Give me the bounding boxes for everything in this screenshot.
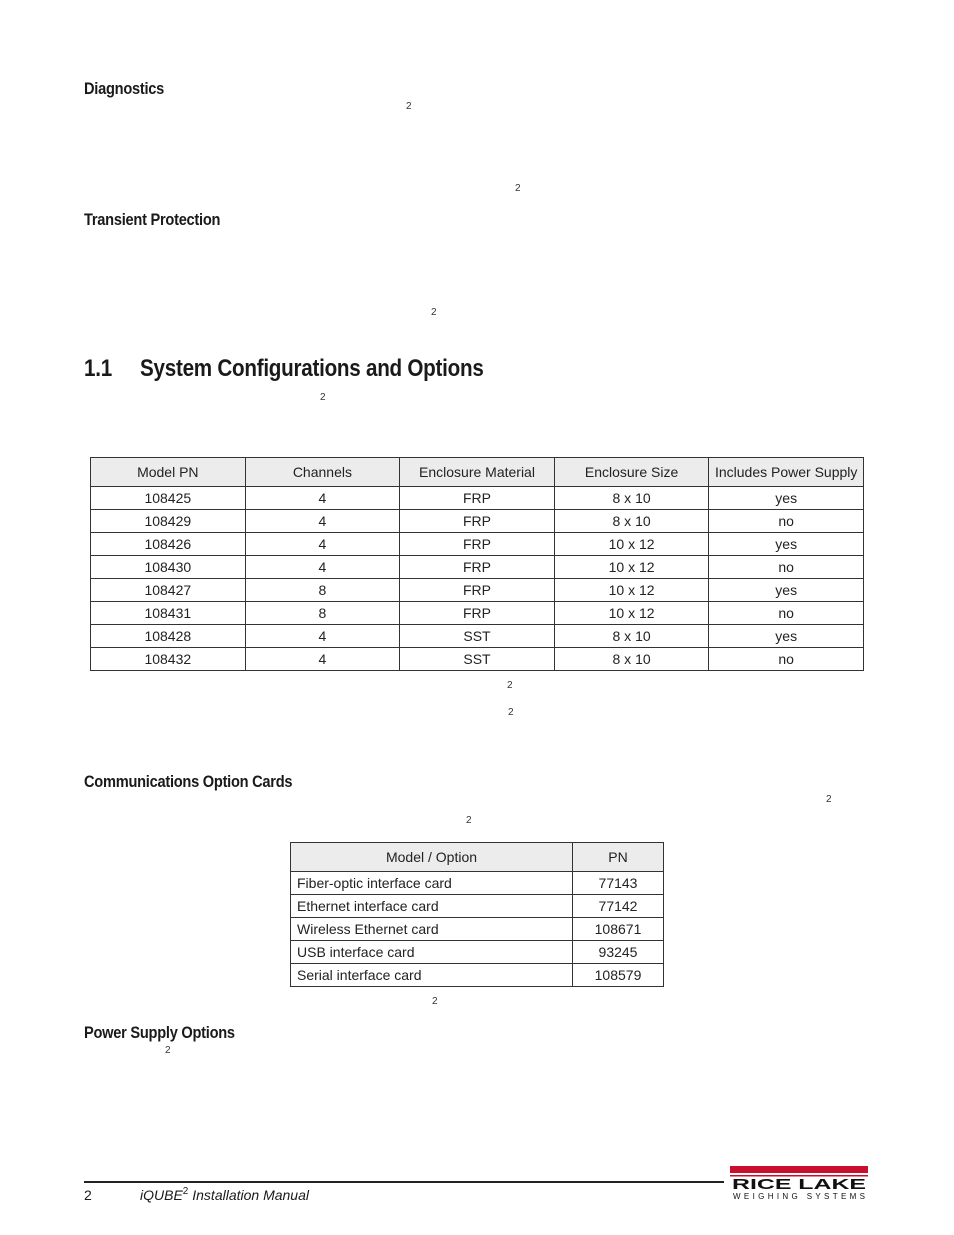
superscript-mark: 2 <box>508 707 514 718</box>
table-cell: yes <box>709 625 864 648</box>
table-cell: yes <box>709 487 864 510</box>
table-cell: 4 <box>245 533 400 556</box>
table-row <box>91 487 864 510</box>
table-cell: 10 x 12 <box>554 556 709 579</box>
column-header: Channels <box>245 458 400 487</box>
table-cell: FRP <box>400 556 555 579</box>
page-number: 2 <box>84 1187 92 1203</box>
table-cell: no <box>709 648 864 671</box>
manual-name-superscript: 2 <box>182 1186 189 1197</box>
table-cell: 77142 <box>573 895 664 918</box>
table-cell: Fiber-optic interface card <box>291 872 573 895</box>
manual-name-suffix: Installation Manual <box>188 1187 309 1203</box>
table-cell: FRP <box>400 487 555 510</box>
manual-name: iQUBE <box>140 1187 183 1203</box>
logo-bottom-text: WEIGHING SYSTEMS <box>733 1192 865 1200</box>
rice-lake-logo-graphic <box>730 1166 868 1200</box>
table-cell: 108431 <box>91 602 246 625</box>
table-cell: 108425 <box>91 487 246 510</box>
section-number: 1.1 <box>84 355 112 382</box>
table-cell: 108427 <box>91 579 246 602</box>
table-cell: 108579 <box>573 964 664 987</box>
table-row <box>91 510 864 533</box>
table-cell: 77143 <box>573 872 664 895</box>
column-header: Includes Power Supply <box>709 458 864 487</box>
table-cell: yes <box>709 533 864 556</box>
superscript-mark: 2 <box>165 1045 171 1056</box>
table-cell: 10 x 12 <box>554 579 709 602</box>
table-cell: Serial interface card <box>291 964 573 987</box>
section-title: System Configurations and Options <box>140 355 484 382</box>
system-configurations-table <box>90 457 864 671</box>
table-cell: 4 <box>245 625 400 648</box>
superscript-mark: 2 <box>432 996 438 1007</box>
table-cell: no <box>709 510 864 533</box>
superscript-mark: 2 <box>406 101 412 112</box>
table-cell: 93245 <box>573 941 664 964</box>
table-row <box>91 602 864 625</box>
column-header: PN <box>573 843 664 872</box>
table-cell: 108429 <box>91 510 246 533</box>
superscript-mark: 2 <box>466 815 472 826</box>
table-cell: 4 <box>245 648 400 671</box>
table-header-row <box>291 843 664 872</box>
table-cell: 8 x 10 <box>554 510 709 533</box>
table-row <box>91 533 864 556</box>
table-cell: 8 <box>245 579 400 602</box>
column-header: Model PN <box>91 458 246 487</box>
table-cell: no <box>709 602 864 625</box>
communications-option-cards-heading: Communications Option Cards <box>84 772 293 791</box>
column-header: Enclosure Material <box>400 458 555 487</box>
table-cell: 108432 <box>91 648 246 671</box>
table-cell: 8 x 10 <box>554 648 709 671</box>
logo-top-text: RICE LAKE <box>732 1176 866 1193</box>
table-cell: 4 <box>245 487 400 510</box>
superscript-mark: 2 <box>826 794 832 805</box>
table-cell: USB interface card <box>291 941 573 964</box>
table-cell: FRP <box>400 602 555 625</box>
table-cell: FRP <box>400 510 555 533</box>
diagnostics-heading: Diagnostics <box>84 79 165 98</box>
column-header: Model / Option <box>291 843 573 872</box>
table-cell: Ethernet interface card <box>291 895 573 918</box>
table-cell: Wireless Ethernet card <box>291 918 573 941</box>
power-supply-options-heading: Power Supply Options <box>84 1023 235 1042</box>
table-cell: 10 x 12 <box>554 602 709 625</box>
table-row <box>91 556 864 579</box>
table-row <box>291 895 664 918</box>
table-cell: 8 x 10 <box>554 625 709 648</box>
table-row <box>91 579 864 602</box>
table-cell: SST <box>400 625 555 648</box>
superscript-mark: 2 <box>431 307 437 318</box>
table-cell: 108428 <box>91 625 246 648</box>
superscript-mark: 2 <box>515 183 521 194</box>
table-cell: yes <box>709 579 864 602</box>
table-row <box>291 964 664 987</box>
option-cards-table <box>290 842 664 987</box>
table-row <box>91 625 864 648</box>
table-cell: 10 x 12 <box>554 533 709 556</box>
footer-rule <box>84 1181 724 1183</box>
table-row <box>291 941 664 964</box>
superscript-mark: 2 <box>507 680 513 691</box>
table-cell: SST <box>400 648 555 671</box>
table-header-row <box>91 458 864 487</box>
manual-title <box>140 1187 309 1203</box>
table-cell: 108671 <box>573 918 664 941</box>
table-cell: 8 x 10 <box>554 487 709 510</box>
table-cell: 108426 <box>91 533 246 556</box>
column-header: Enclosure Size <box>554 458 709 487</box>
table-cell: 4 <box>245 556 400 579</box>
superscript-mark: 2 <box>320 392 326 403</box>
table-row <box>91 648 864 671</box>
table-cell: 108430 <box>91 556 246 579</box>
table-row <box>291 918 664 941</box>
transient-protection-heading: Transient Protection <box>84 210 221 229</box>
table-cell: no <box>709 556 864 579</box>
table-cell: 4 <box>245 510 400 533</box>
table-cell: FRP <box>400 579 555 602</box>
table-row <box>291 872 664 895</box>
rice-lake-logo <box>730 1166 868 1200</box>
table-cell: 8 <box>245 602 400 625</box>
table-cell: FRP <box>400 533 555 556</box>
